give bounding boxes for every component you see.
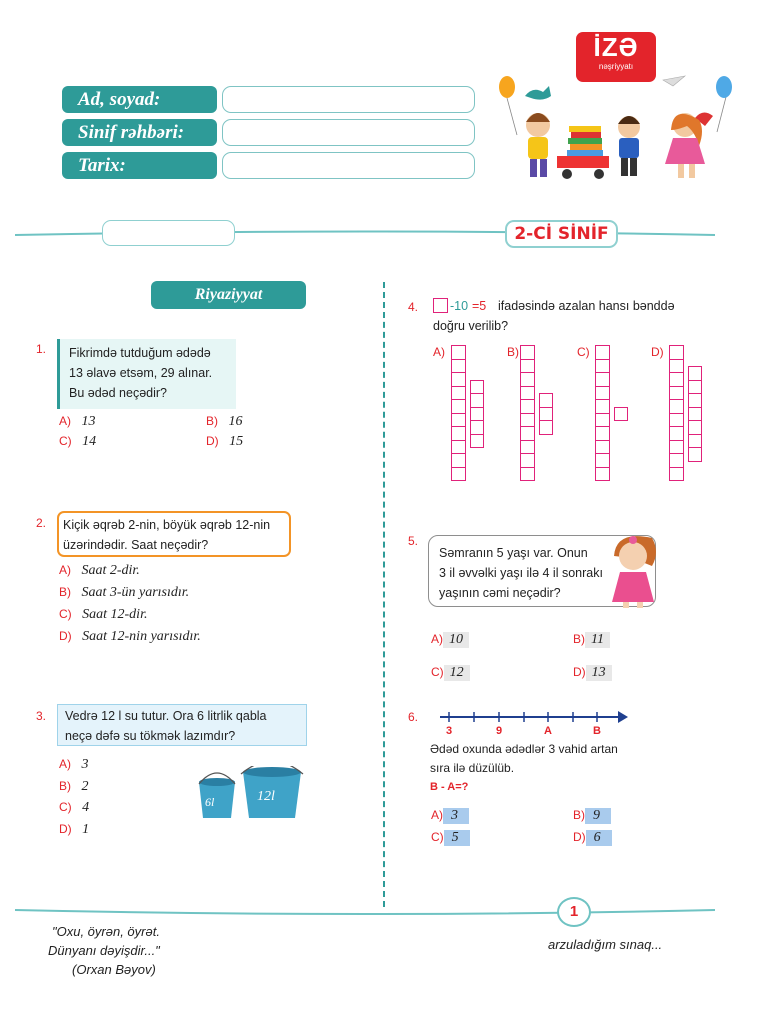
tens-square: [595, 386, 610, 401]
option-value: 6: [586, 830, 612, 846]
class-teacher-label: Sinif rəhbəri:: [62, 119, 217, 146]
option-letter: D): [59, 629, 72, 643]
option-value: Saat 3-ün yarısıdır.: [81, 585, 190, 600]
tens-square: [451, 467, 466, 482]
option-letter: B): [59, 585, 71, 599]
q1-option-c[interactable]: [59, 432, 96, 450]
q4-blank-square: [433, 298, 448, 313]
quote-author: (Orxan Bəyov): [72, 962, 156, 977]
tens-square: [451, 372, 466, 387]
name-label: Ad, soyad:: [62, 86, 217, 113]
tens-square: [669, 372, 684, 387]
girl-illustration: [608, 530, 658, 610]
tens-square: [595, 372, 610, 387]
tens-square: [520, 453, 535, 468]
option-letter: A): [59, 757, 71, 771]
axis-label: 9: [496, 725, 503, 736]
unit-square: [614, 407, 629, 422]
axis-label: B: [593, 725, 601, 736]
tens-square: [451, 413, 466, 428]
unit-square: [470, 380, 485, 395]
name-field[interactable]: [222, 86, 475, 113]
tens-square: [669, 426, 684, 441]
option-value: 13: [81, 414, 96, 429]
q1-text-box: [57, 339, 236, 409]
q4-number: 4.: [408, 300, 419, 314]
tens-square: [595, 453, 610, 468]
q2-option-d[interactable]: [59, 627, 201, 645]
tens-square: [595, 440, 610, 455]
unit-square: [688, 393, 703, 408]
subject-title: Riyaziyyat: [151, 281, 306, 309]
option-letter: C): [59, 607, 72, 621]
axis-label: A: [544, 725, 552, 736]
option-letter: A): [431, 808, 443, 822]
option-letter: D): [206, 434, 219, 448]
unit-square: [688, 407, 703, 422]
tens-square: [669, 359, 684, 374]
tens-square: [520, 426, 535, 441]
tens-square: [451, 426, 466, 441]
q2-option-c[interactable]: [59, 605, 147, 623]
tens-square: [669, 440, 684, 455]
q1-option-b[interactable]: [206, 412, 242, 430]
unit-square: [688, 447, 703, 462]
q4-option-b-letter: B): [507, 345, 519, 359]
axis-label: 3: [446, 725, 453, 736]
option-value: 3: [81, 757, 89, 772]
q2-text-box: [57, 511, 291, 557]
tens-square: [595, 413, 610, 428]
tens-square: [520, 467, 535, 482]
option-value: 13: [586, 665, 612, 681]
unit-square: [470, 434, 485, 449]
option-letter: B): [206, 414, 218, 428]
q2-option-a[interactable]: [59, 561, 140, 579]
q2-number: 2.: [36, 516, 47, 530]
q6-line: Ədəd oxunda ədədlər 3 vahid artan: [430, 742, 618, 756]
option-value: 4: [82, 800, 90, 815]
page-number: 1: [557, 897, 591, 927]
column-divider: [383, 282, 385, 907]
small-bucket-label: 6l: [205, 795, 215, 809]
unit-square: [539, 420, 554, 435]
tens-square: [520, 440, 535, 455]
quote-line: Dünyanı dəyişdir...": [48, 943, 160, 958]
q2-line: üzərindədir. Saat neçədir?: [63, 538, 209, 552]
q6-number: 6.: [408, 710, 419, 724]
q1-option-a[interactable]: [59, 412, 95, 430]
quote-line: "Oxu, öyrən, öyrət.: [52, 924, 160, 939]
q5-option-a[interactable]: [431, 630, 469, 648]
date-label: Tarix:: [62, 152, 217, 179]
class-teacher-field[interactable]: [222, 119, 475, 146]
tens-square: [595, 467, 610, 482]
q4-line1: ifadəsində azalan hansı bənddə: [498, 299, 675, 313]
option-letter: A): [59, 563, 71, 577]
option-value: Saat 2-dir.: [81, 563, 140, 578]
tens-square: [669, 345, 684, 360]
option-letter: C): [431, 665, 444, 679]
footer-tagline: arzuladığım sınaq...: [548, 937, 663, 952]
q5-option-c[interactable]: [431, 663, 470, 681]
tens-square: [451, 345, 466, 360]
option-letter: A): [59, 414, 71, 428]
q5-option-b[interactable]: [573, 630, 610, 648]
q6-option-b[interactable]: [573, 806, 611, 824]
logo-text: İZƏ: [593, 32, 639, 62]
q6-option-a[interactable]: [431, 806, 469, 824]
q1-line: Fikrimdə tutduğum ədədə: [69, 346, 211, 360]
large-bucket-label: 12l: [257, 789, 275, 804]
blank-tab: [102, 220, 235, 246]
unit-square: [688, 434, 703, 449]
option-letter: C): [431, 830, 444, 844]
children-illustration: [495, 70, 735, 190]
q1-number: 1.: [36, 342, 47, 356]
unit-square: [470, 420, 485, 435]
date-field[interactable]: [222, 152, 475, 179]
option-letter: B): [59, 779, 71, 793]
unit-square: [470, 407, 485, 422]
tens-square: [669, 467, 684, 482]
tens-square: [669, 413, 684, 428]
number-line: [438, 708, 633, 736]
q2-option-b[interactable]: [59, 583, 189, 601]
q1-option-d[interactable]: [206, 432, 243, 450]
option-value: 10: [443, 632, 469, 648]
q5-number: 5.: [408, 534, 419, 548]
q5-line: yaşının cəmi neçədir?: [439, 586, 561, 600]
option-value: Saat 12-nin yarısıdır.: [82, 629, 201, 644]
q6-option-d[interactable]: [573, 828, 612, 846]
option-value: 2: [81, 779, 89, 794]
option-letter: D): [573, 665, 586, 679]
option-value: 15: [229, 434, 244, 449]
option-value: 3: [443, 808, 469, 824]
q4-line2: doğru verilib?: [433, 319, 509, 333]
option-letter: B): [573, 632, 585, 646]
tens-square: [451, 453, 466, 468]
tens-square: [451, 359, 466, 374]
tens-square: [520, 345, 535, 360]
q3-line: Vedrə 12 l su tutur. Ora 6 litrlik qabla: [65, 709, 267, 723]
q3-option-d[interactable]: [59, 820, 89, 838]
q1-line: 13 əlavə etsəm, 29 alınar.: [69, 366, 213, 380]
option-letter: C): [59, 800, 72, 814]
unit-square: [539, 407, 554, 422]
tens-square: [520, 413, 535, 428]
tens-square: [451, 399, 466, 414]
q3-option-a[interactable]: [59, 755, 88, 773]
option-letter: D): [573, 830, 586, 844]
tens-square: [595, 345, 610, 360]
tens-square: [669, 453, 684, 468]
q5-option-d[interactable]: [573, 663, 612, 681]
tens-square: [451, 440, 466, 455]
footer-quote: [48, 922, 160, 979]
tens-square: [595, 359, 610, 374]
option-value: 5: [444, 830, 470, 846]
q4-option-c-letter: C): [577, 345, 590, 359]
logo-subtext: nəşriyyatı: [598, 62, 634, 71]
option-letter: A): [431, 632, 443, 646]
q5-line: Səmranın 5 yaşı var. Onun: [439, 546, 588, 560]
q3-line: neçə dəfə su tökmək lazımdır?: [65, 729, 236, 743]
q5-line: 3 il əvvəlki yaşı ilə 4 il sonrakı: [439, 566, 603, 580]
option-letter: C): [59, 434, 72, 448]
q6-ask: B - A=?: [430, 781, 469, 793]
unit-square: [470, 393, 485, 408]
option-value: 1: [82, 822, 90, 837]
tens-square: [520, 399, 535, 414]
q6-text: [430, 740, 618, 778]
option-letter: D): [59, 822, 72, 836]
unit-square: [688, 366, 703, 381]
unit-square: [688, 380, 703, 395]
q3-text-box: [57, 704, 307, 746]
tens-square: [595, 426, 610, 441]
grade-label: 2-Cİ SİNİF: [505, 220, 618, 248]
tens-square: [669, 386, 684, 401]
q6-line: sıra ilə düzülüb.: [430, 761, 515, 775]
q3-option-c[interactable]: [59, 798, 89, 816]
option-value: 16: [228, 414, 243, 429]
q3-number: 3.: [36, 709, 47, 723]
q3-option-b[interactable]: [59, 777, 88, 795]
option-value: 14: [82, 434, 97, 449]
option-value: 11: [585, 632, 610, 648]
option-value: 12: [444, 665, 470, 681]
q4-option-d-letter: D): [651, 345, 664, 359]
tens-square: [669, 399, 684, 414]
tens-square: [451, 386, 466, 401]
tens-square: [595, 399, 610, 414]
tens-square: [520, 359, 535, 374]
q2-line: Kiçik əqrəb 2-nin, böyük əqrəb 12-nin: [63, 518, 271, 532]
q4-expr-equals: =5: [472, 299, 487, 313]
unit-square: [539, 393, 554, 408]
tens-square: [520, 372, 535, 387]
q4-expr-minus: -10: [450, 299, 469, 313]
buckets-illustration: [195, 766, 305, 822]
option-letter: B): [573, 808, 585, 822]
q1-line: Bu ədəd neçədir?: [69, 386, 167, 400]
q6-option-c[interactable]: [431, 828, 470, 846]
unit-square: [688, 420, 703, 435]
tens-square: [520, 386, 535, 401]
option-value: Saat 12-dir.: [82, 607, 148, 622]
q4-option-a-letter: A): [433, 345, 445, 359]
option-value: 9: [585, 808, 611, 824]
footer-divider: [15, 905, 715, 919]
